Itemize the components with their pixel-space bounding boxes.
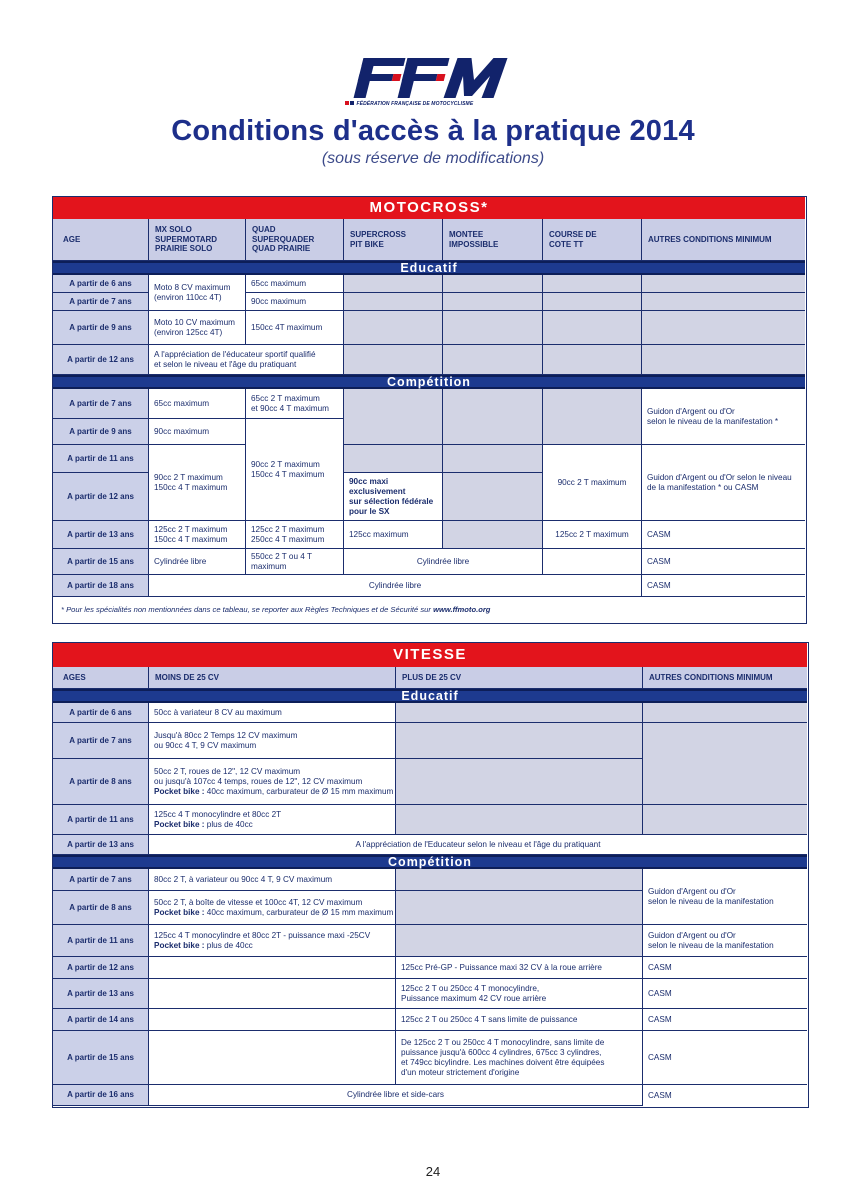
montee-comp-15: Cylindrée libre (344, 549, 543, 575)
vit-comp-autres-14: CASM (643, 1009, 807, 1031)
mx-comp-11-12: 90cc 2 T maximum 150cc 4 T maximum (149, 445, 246, 521)
header-autres: AUTRES CONDITIONS MINIMUM (642, 219, 805, 261)
course-comp-empty (543, 549, 642, 575)
vit-comp-age-13: A partir de 13 ans (53, 979, 149, 1009)
vit-comp-plus-14: 125cc 2 T ou 250cc 4 T sans limite de puissance (396, 1009, 643, 1031)
course-comp-13: 125cc 2 T maximum (543, 521, 642, 549)
vit-comp-16: Cylindrée libre et side-cars (149, 1085, 643, 1106)
sx-comp-12: 90cc maxi exclusivement sur sélection fédérale pour le SX (344, 473, 443, 521)
mx-comp-age-7: A partir de 7 ans (53, 389, 149, 419)
edu-empty (344, 293, 443, 311)
motocross-table (52, 196, 807, 624)
edu-empty (642, 275, 805, 293)
mx-edu-age-6: A partir de 6 ans (53, 275, 149, 293)
vit-comp-plus-empty (396, 869, 643, 891)
vit-comp-11 (149, 925, 396, 957)
edu-empty (642, 293, 805, 311)
vit-edu-age-6: A partir de 6 ans (53, 703, 149, 723)
header-moins: MOINS DE 25 CV (149, 667, 396, 689)
footnote-link[interactable]: www.ffmoto.org (433, 604, 491, 614)
vit-comp-8-text: 50cc 2 T, à boîte de vitesse et 100cc 4T, 12 CV maximum (154, 897, 363, 907)
vit-comp-plus-empty (396, 891, 643, 925)
vit-edu-8-text: 50cc 2 T, roues de 12", 12 CV maximum ou jusqu'à 107cc 4 temps, roues de 12", 12 CV maximum (154, 766, 363, 786)
vit-comp-age-8: A partir de 8 ans (53, 891, 149, 925)
mx-edu-9: Moto 10 CV maximum (environ 125cc 4T) (149, 311, 246, 345)
mx-comp-13: 125cc 2 T maximum 150cc 4 T maximum (149, 521, 246, 549)
quad-edu-6: 65cc maximum (246, 275, 344, 293)
quad-comp-13: 125cc 2 T maximum 250cc 4 T maximum (246, 521, 344, 549)
vit-comp-autres-15: CASM (643, 1031, 807, 1085)
vit-comp-plus-empty (396, 925, 643, 957)
vit-edu-8 (149, 759, 396, 805)
quad-edu-9: 150cc 4T maximum (246, 311, 344, 345)
edu-empty (543, 345, 642, 375)
autres-comp-11-12: Guidon d'Argent ou d'Or selon le niveau de la manifestation * ou CASM (642, 445, 805, 521)
edu-empty (443, 275, 543, 293)
vit-edu-age-8: A partir de 8 ans (53, 759, 149, 805)
montee-comp-empty (443, 521, 543, 549)
quad-comp-9-12: 90cc 2 T maximum 150cc 4 T maximum (246, 419, 344, 521)
vit-comp-age-16: A partir de 16 ans (53, 1085, 149, 1106)
quad-comp-15: 550cc 2 T ou 4 T maximum (246, 549, 344, 575)
quad-edu-7: 90cc maximum (246, 293, 344, 311)
mx-comp-7: 65cc maximum (149, 389, 246, 419)
vit-edu-empty (396, 759, 643, 805)
page-number: 24 (425, 1164, 441, 1179)
logo-tagline: FÉDÉRATION FRANÇAISE DE MOTOCYCLISME (345, 101, 545, 107)
vit-comp-plus-13: 125cc 2 T ou 250cc 4 T monocylindre, Puissance maximum 42 CV roue arrière (396, 979, 643, 1009)
vit-comp-autres-13: CASM (643, 979, 807, 1009)
vit-comp-11-pocket: Pocket bike : plus de 40cc (154, 940, 253, 950)
sx-comp-empty (344, 445, 443, 473)
vit-comp-7: 80cc 2 T, à variateur ou 90cc 4 T, 9 CV maximum (149, 869, 396, 891)
header-autres-vitesse: AUTRES CONDITIONS MINIMUM (643, 667, 807, 689)
vit-comp-age-7: A partir de 7 ans (53, 869, 149, 891)
mx-comp-age-11: A partir de 11 ans (53, 445, 149, 473)
mx-edu-6-7: Moto 8 CV maximum (environ 110cc 4T) (149, 275, 246, 311)
vit-comp-empty (149, 1031, 396, 1085)
vit-edu-age-7: A partir de 7 ans (53, 723, 149, 759)
vit-edu-age-13: A partir de 13 ans (53, 835, 149, 855)
header-age: AGE (53, 219, 149, 261)
vit-comp-8 (149, 891, 396, 925)
course-comp-empty (543, 389, 642, 445)
vit-edu-8-pocket: Pocket bike : 40cc maximum, carburateur de Ø 15 mm maximum (154, 786, 394, 796)
motocross-footnote (53, 597, 805, 622)
header-ages: AGES (53, 667, 149, 689)
vit-comp-age-15: A partir de 15 ans (53, 1031, 149, 1085)
edu-empty (543, 311, 642, 345)
header-supercross: SUPERCROSS PIT BIKE (344, 219, 443, 261)
vit-edu-empty (643, 723, 807, 805)
montee-comp-empty (443, 445, 543, 473)
mx-edu-age-7: A partir de 7 ans (53, 293, 149, 311)
motocross-competition-band: Compétition (53, 375, 805, 389)
vit-comp-empty (149, 979, 396, 1009)
mx-comp-age-13: A partir de 13 ans (53, 521, 149, 549)
vit-edu-empty (643, 805, 807, 835)
quad-comp-7-9: 65cc 2 T maximum et 90cc 4 T maximum (246, 389, 344, 419)
edu-empty (443, 311, 543, 345)
mx-comp-age-9: A partir de 9 ans (53, 419, 149, 445)
mx-comp-age-15: A partir de 15 ans (53, 549, 149, 575)
edu-empty (344, 275, 443, 293)
edu-empty (543, 293, 642, 311)
vit-edu-age-11: A partir de 11 ans (53, 805, 149, 835)
page-title: Conditions d'accès à la pratique 2014 (171, 115, 695, 147)
footnote-text: * Pour les spécialités non mentionnées dans ce tableau, se reporter aux Règles Techniques et de Sécurité sur (61, 604, 431, 614)
vitesse-competition-band: Compétition (53, 855, 807, 869)
montee-comp-empty (443, 473, 543, 521)
vit-edu-empty (396, 723, 643, 759)
mx-comp-9: 90cc maximum (149, 419, 246, 445)
vit-comp-plus-12: 125cc Pré-GP - Puissance maxi 32 CV à la roue arrière (396, 957, 643, 979)
vit-edu-11 (149, 805, 396, 835)
header-mx: MX SOLO SUPERMOTARD PRAIRIE SOLO (149, 219, 246, 261)
edu-empty (642, 345, 805, 375)
edu-empty (443, 345, 543, 375)
page-subtitle: (sous réserve de modifications) (321, 150, 545, 167)
vit-comp-autres-16: CASM (643, 1085, 807, 1106)
vit-edu-empty (396, 703, 643, 723)
vit-comp-age-12: A partir de 12 ans (53, 957, 149, 979)
vit-comp-empty (149, 1009, 396, 1031)
autres-comp-15: CASM (642, 549, 805, 575)
vit-edu-6: 50cc à variateur 8 CV au maximum (149, 703, 396, 723)
vit-edu-11-pocket: Pocket bike : plus de 40cc (154, 819, 253, 829)
autres-comp-13: CASM (642, 521, 805, 549)
edu-empty (443, 293, 543, 311)
sx-comp-13: 125cc maximum (344, 521, 443, 549)
mx-edu-age-12: A partir de 12 ans (53, 345, 149, 375)
vit-comp-age-14: A partir de 14 ans (53, 1009, 149, 1031)
montee-comp-empty (443, 389, 543, 445)
vitesse-banner: VITESSE (53, 643, 807, 667)
vit-edu-13: A l'appréciation de l'Educateur selon le niveau et l'âge du pratiquant (149, 835, 807, 855)
mxquad-edu-12: A l'appréciation de l'éducateur sportif qualifié et selon le niveau et l'âge du pratiquant (149, 345, 344, 375)
vit-comp-autres-12: CASM (643, 957, 807, 979)
edu-empty (344, 345, 443, 375)
autres-comp-7-9: Guidon d'Argent ou d'Or selon le niveau de la manifestation * (642, 389, 805, 445)
header-quad: QUAD SUPERQUADER QUAD PRAIRIE (246, 219, 344, 261)
vit-edu-empty (396, 805, 643, 835)
vitesse-educatif-band: Educatif (53, 689, 807, 703)
course-comp-11-12: 90cc 2 T maximum (543, 445, 642, 521)
vitesse-table (52, 642, 809, 1108)
vit-comp-autres-7-8: Guidon d'Argent ou d'Or selon le niveau de la manifestation (643, 869, 807, 925)
header-montee: MONTEE IMPOSSIBLE (443, 219, 543, 261)
edu-empty (642, 311, 805, 345)
edu-empty (344, 311, 443, 345)
mx-comp-age-18: A partir de 18 ans (53, 575, 149, 597)
motocross-educatif-band: Educatif (53, 261, 805, 275)
vit-edu-7: Jusqu'à 80cc 2 Temps 12 CV maximum ou 90cc 4 T, 9 CV maximum (149, 723, 396, 759)
all-comp-18: Cylindrée libre (149, 575, 642, 597)
vit-comp-8-pocket: Pocket bike : 40cc maximum, carburateur de Ø 15 mm maximum (154, 907, 394, 917)
header-course: COURSE DE COTE TT (543, 219, 642, 261)
header-plus: PLUS DE 25 CV (396, 667, 643, 689)
mx-comp-15: Cylindrée libre (149, 549, 246, 575)
vit-comp-age-11: A partir de 11 ans (53, 925, 149, 957)
autres-comp-18: CASM (642, 575, 805, 597)
edu-empty (543, 275, 642, 293)
sx-comp-empty (344, 389, 443, 445)
vit-comp-plus-15: De 125cc 2 T ou 250cc 4 T monocylindre, sans limite de puissance jusqu'à 600cc 4 cylindres, 675cc 3 cylindres, et 749cc bicylindre. Les machines doivent être équipées d'un moteur strictement d'origine (396, 1031, 643, 1085)
mx-edu-age-9: A partir de 9 ans (53, 311, 149, 345)
mx-comp-age-12: A partir de 12 ans (53, 473, 149, 521)
vit-comp-empty (149, 957, 396, 979)
vit-edu-11-text: 125cc 4 T monocylindre et 80cc 2T (154, 809, 282, 819)
motocross-banner: MOTOCROSS* (53, 197, 805, 219)
vit-comp-11-text: 125cc 4 T monocylindre et 80cc 2T - puissance maxi -25CV (154, 930, 371, 940)
vit-comp-autres-11: Guidon d'Argent ou d'Or selon le niveau de la manifestation (643, 925, 807, 957)
vit-edu-empty (643, 703, 807, 723)
